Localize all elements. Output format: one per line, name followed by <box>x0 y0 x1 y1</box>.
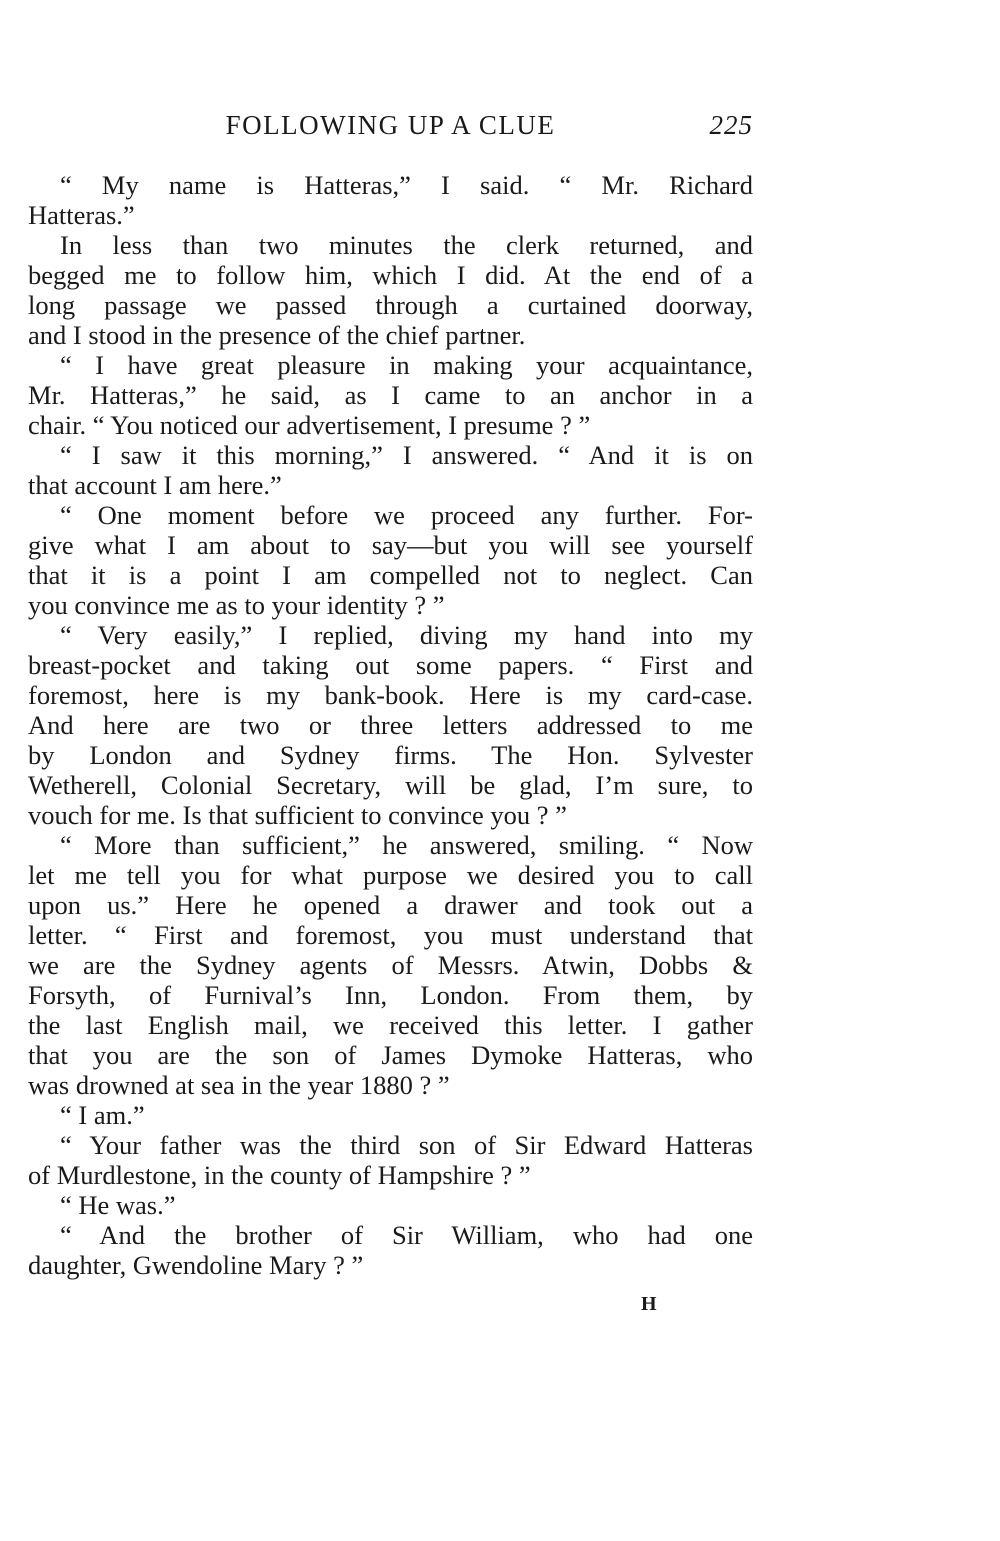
text-line: “ He was.” <box>60 1190 176 1220</box>
text-line: And here are two or three letters addressed to me <box>28 710 753 740</box>
paragraph <box>28 830 753 1100</box>
text-line: and I stood in the presence of the chief partner. <box>28 320 526 350</box>
text-line: “ I am.” <box>60 1100 145 1130</box>
paragraph <box>28 500 753 620</box>
paragraph <box>28 1190 753 1220</box>
text-line: long passage we passed through a curtained doorway, <box>28 290 753 320</box>
paragraph <box>28 350 753 440</box>
text-line: “ More than sufficient,” he answered, smiling. “ Now <box>60 830 753 860</box>
page-number: 225 <box>709 110 753 140</box>
text-line: Wetherell, Colonial Secretary, will be glad, I’m sure, to <box>28 770 753 800</box>
text-line: daughter, Gwendoline Mary ? ” <box>28 1250 364 1280</box>
paragraph <box>28 170 753 230</box>
text-line: “ And the brother of Sir William, who had one <box>60 1220 753 1250</box>
text-line: was drowned at sea in the year 1880 ? ” <box>28 1070 450 1100</box>
signature-mark: H <box>641 1293 657 1315</box>
text-line: we are the Sydney agents of Messrs. Atwin, Dobbs & <box>28 950 753 980</box>
text-line: “ I have great pleasure in making your acquaintance, <box>60 350 753 380</box>
text-line: “ Your father was the third son of Sir Edward Hatteras <box>60 1130 753 1160</box>
text-line: give what I am about to say—but you will see yourself <box>28 530 753 560</box>
paragraph <box>28 1220 753 1280</box>
text-line: the last English mail, we received this letter. I gather <box>28 1010 753 1040</box>
running-head <box>28 110 753 146</box>
text-line: Forsyth, of Furnival’s Inn, London. From them, by <box>28 980 753 1010</box>
text-line: foremost, here is my bank-book. Here is my card-case. <box>28 680 753 710</box>
text-line: that account I am here.” <box>28 470 282 500</box>
text-line: you convince me as to your identity ? ” <box>28 590 445 620</box>
text-line: chair. “ You noticed our advertisement, I presume ? ” <box>28 410 591 440</box>
text-line: breast-pocket and taking out some papers. “ First and <box>28 650 753 680</box>
text-line: letter. “ First and foremost, you must understand that <box>28 920 753 950</box>
paragraph <box>28 230 753 350</box>
text-line: In less than two minutes the clerk returned, and <box>60 230 753 260</box>
paragraph <box>28 1130 753 1190</box>
text-line: “ My name is Hatteras,” I said. “ Mr. Richard <box>60 170 753 200</box>
text-line: by London and Sydney firms. The Hon. Sylvester <box>28 740 753 770</box>
text-line: “ One moment before we proceed any further. For- <box>60 500 753 530</box>
paragraph <box>28 440 753 500</box>
text-line: let me tell you for what purpose we desired you to call <box>28 860 753 890</box>
text-line: upon us.” Here he opened a drawer and took out a <box>28 890 753 920</box>
text-line: begged me to follow him, which I did. At the end of a <box>28 260 753 290</box>
text-line: Mr. Hatteras,” he said, as I came to an anchor in a <box>28 380 753 410</box>
text-line: vouch for me. Is that sufficient to convince you ? ” <box>28 800 567 830</box>
text-line: of Murdlestone, in the county of Hampshire ? ” <box>28 1160 531 1190</box>
text-line: that you are the son of James Dymoke Hatteras, who <box>28 1040 753 1070</box>
body-text <box>28 170 753 1280</box>
paragraph <box>28 620 753 830</box>
running-title: FOLLOWING UP A CLUE <box>225 110 556 140</box>
paragraph <box>28 1100 753 1130</box>
text-line: “ I saw it this morning,” I answered. “ And it is on <box>60 440 753 470</box>
text-line: that it is a point I am compelled not to neglect. Can <box>28 560 753 590</box>
text-line: Hatteras.” <box>28 200 135 230</box>
text-line: “ Very easily,” I replied, diving my hand into my <box>60 620 753 650</box>
